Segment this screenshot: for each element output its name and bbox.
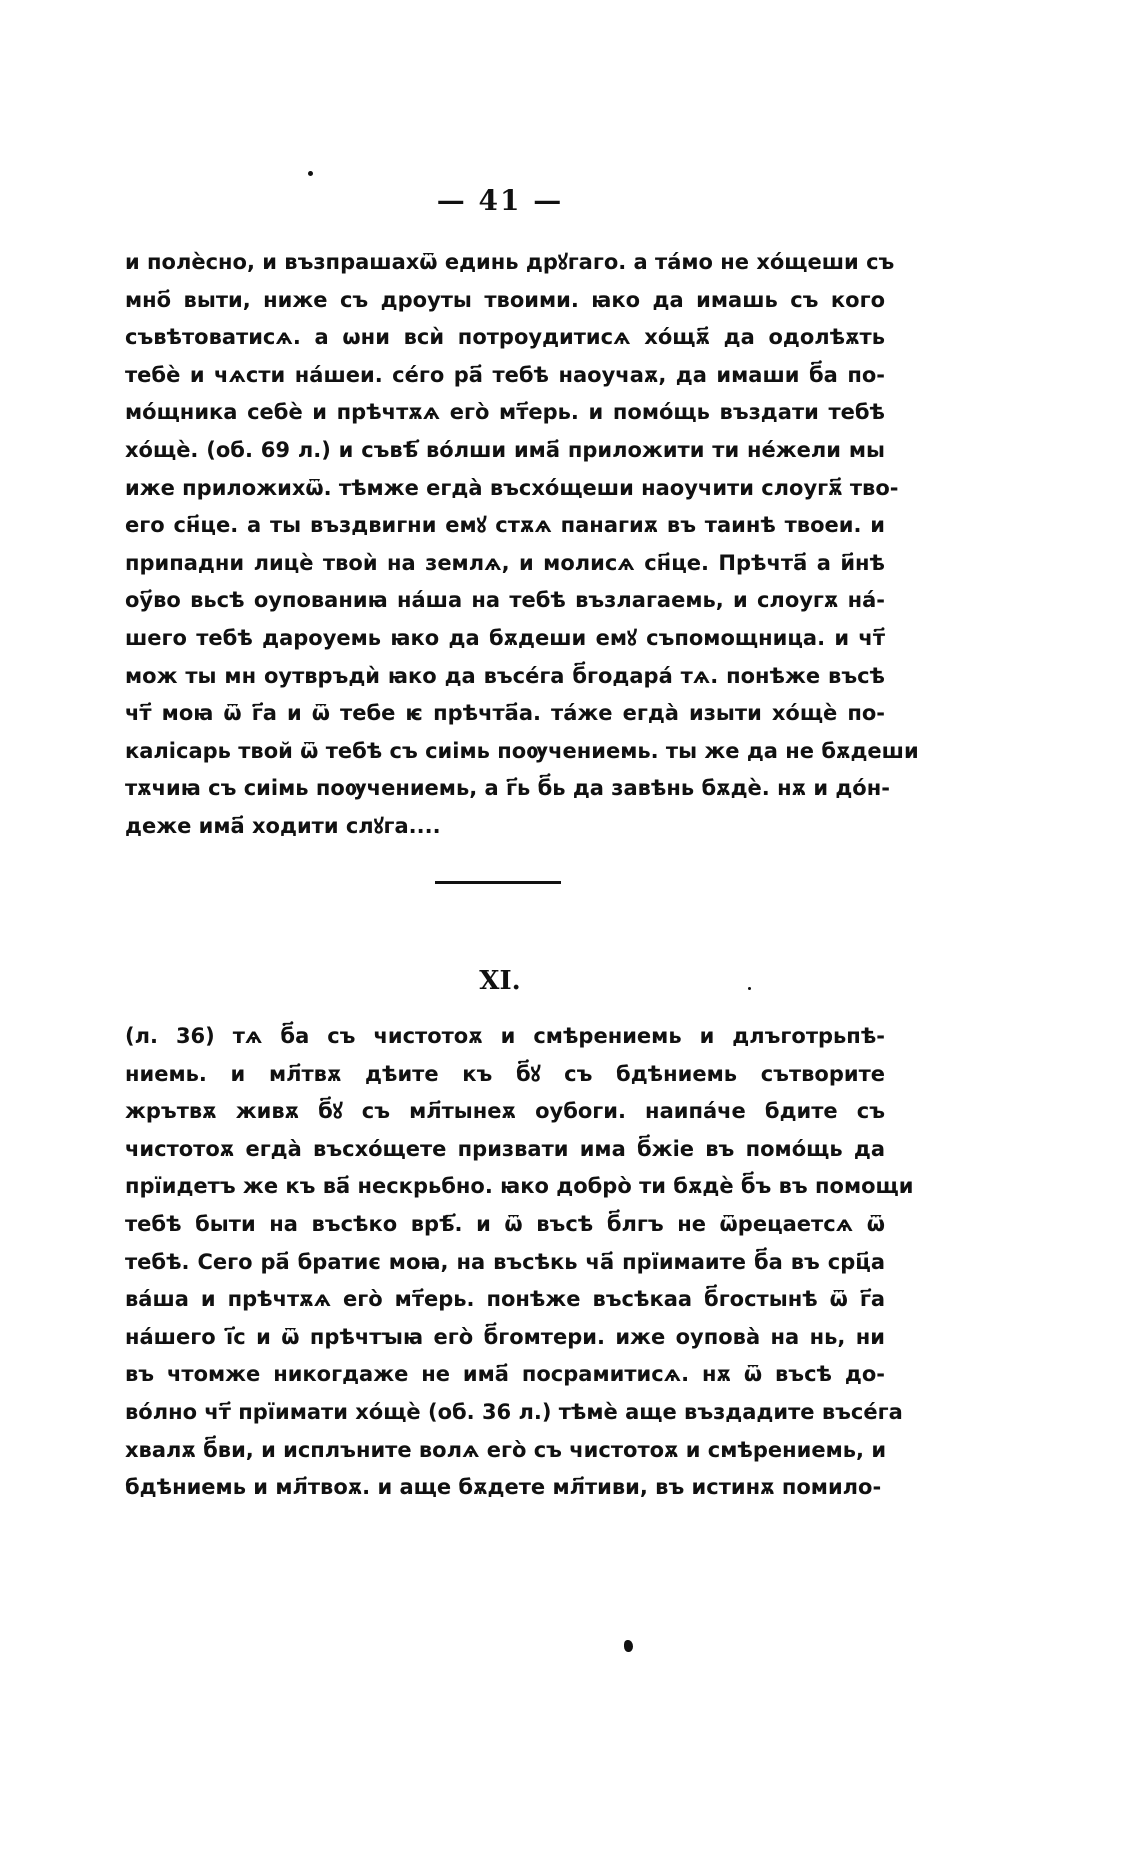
text-line: припадни лицѐ твоѝ на землѧ, и молисѧ сн҃це. Прѣчта҃ а и҃нѣ <box>125 550 885 575</box>
text-line: прїидетъ же къ ва҃ нескрьбно. ꙗко добро̀ ти бѫдѐ б҃ъ въ помощи <box>125 1174 914 1199</box>
text-line: тѫчиꙗ съ сиімь поѹчениемь, а г҃ь б҃ь да завѣнь бѫдѐ. нѫ и до́н- <box>125 776 890 801</box>
printer-mark-speck <box>748 987 751 990</box>
text-line: оу҃во вьсѣ оупованиꙗ на́ша на тебѣ възлагаемь, и слоугѫ на́- <box>125 588 885 613</box>
text-line: мо́щника себѐ и прѣчтѫѧ его̀ мт҃ерь. и помо́щь въздати тебѣ <box>125 400 885 425</box>
text-block-top <box>125 244 919 846</box>
text-line: тебѣ быти на въсѣко врѣ҃. и ѿ въсѣ б҃лгъ не ѿрецаетсѧ ѿ <box>125 1211 885 1236</box>
text-block-bottom <box>125 1018 914 1507</box>
text-line: чт҃ моꙗ ѿ г҃а и ѿ тебе ѥ прѣчта҃а. та́же егда̀ изыти хо́щѐ по- <box>125 701 885 726</box>
printer-mark-speck <box>624 1640 633 1652</box>
text-line: и полѐсно, и възпрашахѿ единь дрꙋгаго. а та́мо не хо́щеши съ <box>125 250 895 274</box>
text-line: деже има҃ ходити слꙋга.... <box>125 813 441 838</box>
text-line: чистотоѫ егда̀ въсхо́щете призвати има б҃жіе въ помо́щь да <box>125 1136 885 1161</box>
text-line: ва́ша и прѣчтѫѧ его̀ мт҃ерь. понѣже въсѣкаа б҃гостынѣ ѿ г҃а <box>125 1287 885 1312</box>
text-line: мно҃ выти, ниже съ дроуты твоими. ꙗко да имашь съ кого <box>125 287 885 312</box>
text-line: калісарь твой ѿ тебѣ съ сиімь поѹчениемь. ты же да не бѫдеши <box>125 738 919 763</box>
text-line: съвѣтоватисѧ. а ѡни всѝ потроудитисѧ хо́щѫ҃ да одолѣѫть <box>125 325 885 350</box>
text-line: на́шего і҃с и ѿ прѣчтꙑꙗ его̀ б҃гомтери. иже оупова̀ на нь, ни <box>125 1324 885 1349</box>
text-line: хвалѫ б҃ви, и исплъните волѧ его̀ съ чистотоѫ и смѣрениемь, и <box>125 1437 887 1462</box>
page-number: — 41 — <box>436 184 564 217</box>
text-line: тебѣ. Сего ра҃ братиє моꙗ, на въсѣкь ча҃ прїимаите б҃а въ срц҃а <box>125 1249 885 1274</box>
text-line: въ чтомже никогдаже не има҃ посрамитисѧ. нѫ ѿ въсѣ до- <box>125 1362 885 1387</box>
text-line: шего тебѣ дароуемь ꙗко да бѫдеши емꙋ съпомощница. и чт҃ <box>125 625 885 650</box>
printer-mark-speck <box>308 171 313 176</box>
text-line: хо́щѐ. (об. 69 л.) и съвѣ҃ во́лши има҃ приложити ти не́жели мы <box>125 437 885 462</box>
section-divider <box>435 881 561 884</box>
text-line: жрътвѫ живѫ б҃ꙋ съ мл҃тынеѫ оубоги. наипа́че бдите съ <box>125 1099 885 1124</box>
text-line: иже приложихѿ. тѣмже егда̀ въсхо́щеши наоучити слоугѫ҃ тво- <box>125 475 899 500</box>
text-line: (л. 36) тѧ б҃а съ чистотоѫ и смѣрениемь и длъготрьпѣ- <box>125 1024 885 1048</box>
text-line: тебѐ и чѧсти на́шеи. се́го ра҃ тебѣ наоучаѫ, да имаши б҃а по- <box>125 362 885 387</box>
section-heading: XI. <box>479 966 521 996</box>
text-line: мож ты мн оутвръдѝ ꙗко да въсе́га б҃годара́ тѧ. понѣже въсѣ <box>125 663 885 688</box>
text-line: ниемь. и мл҃твѫ дѣите къ б҃ꙋ съ бдѣниемь сътворите <box>125 1061 885 1086</box>
text-line: во́лно чт҃ прїимати хо́щѐ (об. 36 л.) тѣмѐ аще въздадите въсе́га <box>125 1399 903 1424</box>
text-line: его сн҃це. а ты въздвигни емꙋ стѫѧ панагиѫ въ таинѣ твоеи. и <box>125 513 885 538</box>
text-line: бдѣниемь и мл҃твоѫ. и аще бѫдете мл҃тиви, въ истинѫ помило- <box>125 1475 882 1500</box>
